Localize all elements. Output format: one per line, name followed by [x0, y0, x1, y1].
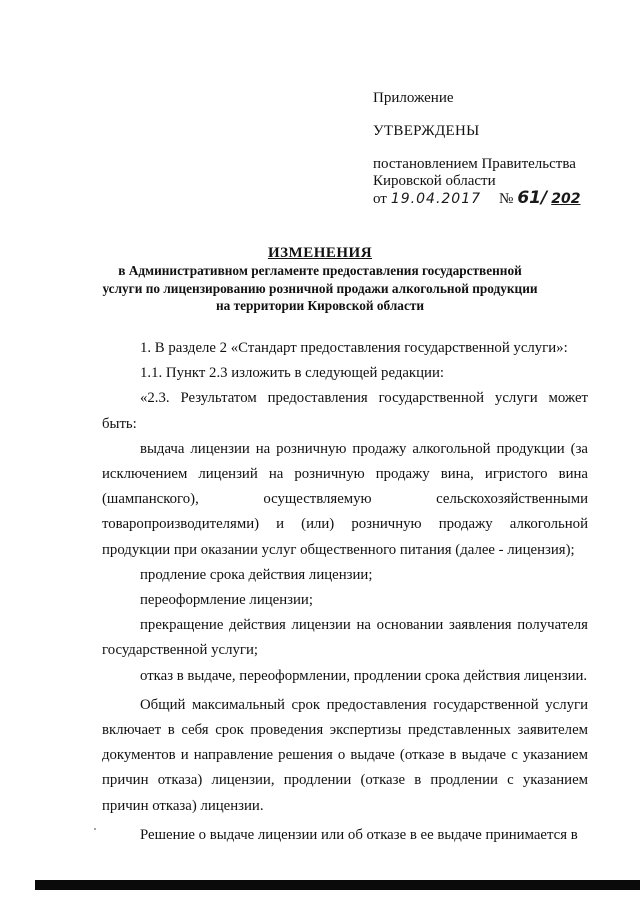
paragraph-9: Общий максимальный срок предоставления государственной услуги включает в себя срок проведения экспертизы представленных заявителем документов и направление решения о выдаче (отказе в выдаче с указанием причин отказа) лицензии, продлении (отказе в продлении с указанием причин отказа) лицензии.: [102, 696, 588, 814]
title-line-3: на территории Кировской области: [215, 298, 425, 313]
decree-line-1: постановлением Правительства: [373, 156, 576, 172]
decree-date-number: [373, 190, 623, 208]
handwritten-number: 61/: [517, 188, 548, 208]
handwritten-date: 19.04.2017: [390, 191, 482, 207]
paragraph-10: Решение о выдаче лицензии или об отказе в ее выдаче принимается в: [140, 826, 578, 843]
handwritten-number-suffix: 202: [551, 191, 581, 207]
paragraph-2: 1.1. Пункт 2.3 изложить в следующей редакции:: [140, 365, 444, 382]
approved-label: УТВЕРЖДЕНЫ: [373, 123, 480, 139]
appendix-label: Приложение: [373, 90, 454, 106]
paragraph-5: продление срока действия лицензии;: [140, 566, 373, 583]
paragraph-1: 1. В разделе 2 «Стандарт предоставления государственной услуги»:: [140, 340, 568, 356]
paragraph-7: прекращение действия лицензии на основании заявления получателя государственной услуги;: [102, 617, 588, 659]
date-prefix: от: [373, 191, 387, 207]
paragraph-8: отказ в выдаче, переоформлении, продлении срока действия лицензии.: [140, 667, 588, 684]
document-body: [102, 336, 588, 848]
number-sign: №: [499, 191, 514, 207]
decree-line-2: Кировской области: [373, 173, 496, 189]
paragraph-3: «2.3. Результатом предоставления государственной услуги может быть:: [102, 390, 588, 432]
title-line-2: услуги по лицензированию розничной продажи алкогольной продукции: [102, 280, 538, 296]
title-main: ИЗМЕНЕНИЯ: [267, 245, 373, 261]
document-title: [95, 244, 545, 315]
approval-block: [373, 90, 623, 208]
paragraph-6: переоформление лицензии;: [140, 592, 313, 609]
scan-speck: [94, 828, 96, 830]
paragraph-4: выдача лицензии на розничную продажу алкогольной продукции (за исключением лицензий на розничную продажу вина, игристого вина (шампанского), осуществляемую сельскохозяйственными товаропроизводителями) и (или) розничную продажу алкогольной продукции при оказании услуг общественного питания (далее - лицензия);: [102, 440, 588, 558]
bottom-scan-border: [35, 880, 640, 890]
title-line-1: в Административном регламенте предоставления государственной: [118, 263, 522, 278]
